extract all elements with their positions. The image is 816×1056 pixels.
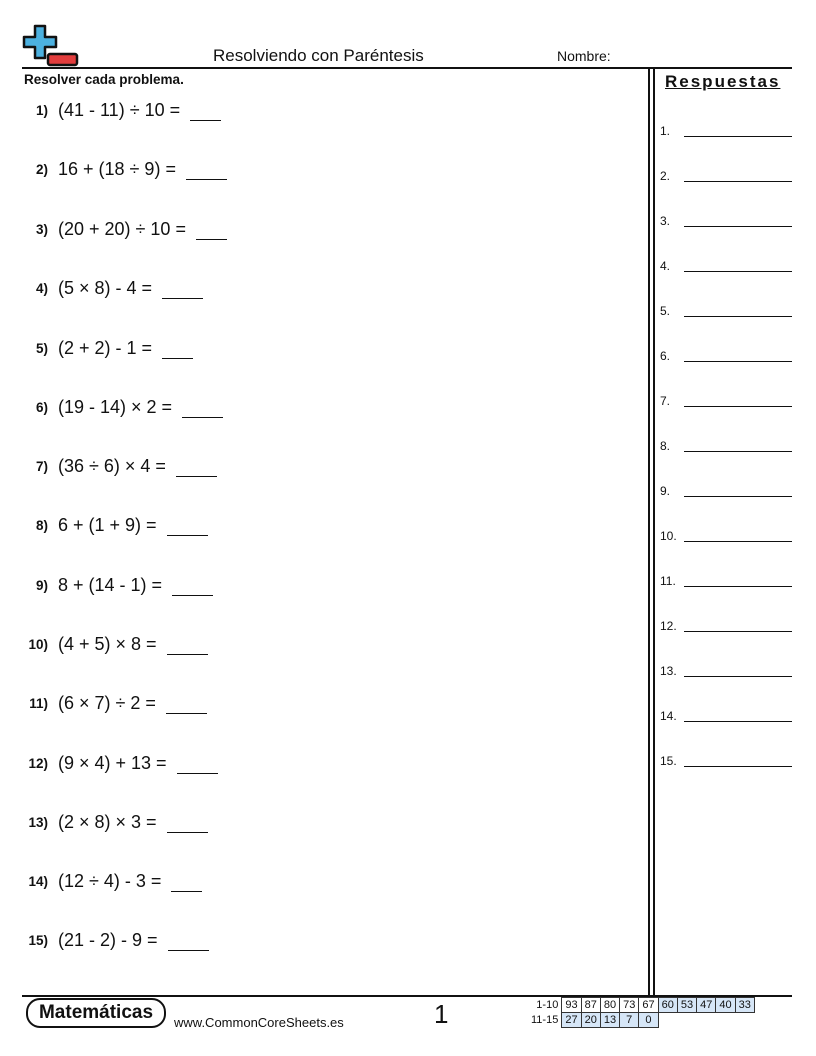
answer-label: 13. [660, 664, 677, 678]
score-table [528, 997, 755, 1028]
answer-line[interactable] [660, 394, 792, 410]
score-cell: 20 [581, 1013, 600, 1028]
answer-line[interactable] [660, 124, 792, 140]
score-cell: 40 [716, 998, 735, 1013]
problem-number: 7) [35, 459, 48, 474]
answer-line[interactable] [660, 304, 792, 320]
problem-expression: (6 × 7) ÷ 2 = [58, 693, 156, 713]
answer-line[interactable] [660, 259, 792, 275]
score-row [528, 998, 754, 1013]
answer-label: 7. [660, 394, 671, 408]
answer-blank[interactable] [162, 280, 203, 299]
answer-blank[interactable] [168, 932, 209, 951]
answer-line[interactable] [660, 484, 792, 500]
score-cell: 47 [697, 998, 716, 1013]
problem-number: 10) [28, 637, 48, 652]
answer-label: 5. [660, 304, 671, 318]
score-row-label: 11-15 [531, 1014, 559, 1026]
answer-blank[interactable] [167, 636, 208, 655]
answer-line[interactable] [660, 349, 792, 365]
answer-label: 2. [660, 169, 671, 183]
problem-number: 4) [35, 281, 48, 296]
answer-blank[interactable] [186, 161, 227, 180]
problem-number: 5) [35, 341, 48, 356]
answer-label: 3. [660, 214, 671, 228]
answer-label: 1. [660, 124, 671, 138]
plus-minus-logo-icon [22, 24, 80, 68]
problem-number: 12) [28, 756, 48, 771]
answer-line[interactable] [660, 439, 792, 455]
score-cell: 67 [639, 998, 658, 1013]
problem-expression: (36 ÷ 6) × 4 = [58, 456, 166, 476]
answer-blank[interactable] [190, 102, 221, 121]
answer-label: 4. [660, 259, 671, 273]
answer-label: 9. [660, 484, 671, 498]
score-cell: 0 [639, 1013, 658, 1028]
score-cell: 87 [581, 998, 600, 1013]
problem-expression: 16 + (18 ÷ 9) = [58, 159, 176, 179]
problem-expression: (2 × 8) × 3 = [58, 812, 157, 832]
brand-badge: Matemáticas [26, 998, 166, 1028]
answer-column-divider [653, 68, 655, 996]
answer-blank[interactable] [182, 399, 223, 418]
answer-blank[interactable] [177, 755, 218, 774]
problem-expression: (2 + 2) - 1 = [58, 338, 153, 358]
score-cell: 80 [600, 998, 619, 1013]
score-cell: 27 [562, 1013, 581, 1028]
problem-number: 15) [28, 933, 48, 948]
score-cell: 93 [562, 998, 581, 1013]
problem-number: 13) [28, 815, 48, 830]
score-cell: 7 [620, 1013, 639, 1028]
answer-label: 10. [660, 529, 677, 543]
problem-number: 8) [35, 518, 48, 533]
page-number: 1 [434, 999, 449, 1029]
score-cell: 13 [600, 1013, 619, 1028]
answer-line[interactable] [660, 664, 792, 680]
problem-number: 1) [35, 103, 48, 118]
score-cell: 53 [677, 998, 696, 1013]
answer-blank[interactable] [162, 340, 193, 359]
problem-expression: (21 - 2) - 9 = [58, 930, 158, 950]
answer-blank[interactable] [171, 873, 202, 892]
score-cell: 73 [620, 998, 639, 1013]
score-cell: 60 [658, 998, 677, 1013]
problem-number: 11) [29, 696, 48, 711]
problem-number: 2) [35, 162, 48, 177]
answer-blank[interactable] [167, 517, 208, 536]
answer-label: 8. [660, 439, 671, 453]
header-divider [22, 67, 792, 69]
name-label: Nombre: [557, 48, 611, 64]
answer-line[interactable] [660, 574, 792, 590]
problem-expression: 6 + (1 + 9) = [58, 515, 157, 535]
problem-number: 14) [28, 874, 48, 889]
answer-label: 15. [660, 754, 677, 768]
answer-blank[interactable] [172, 577, 213, 596]
instructions: Resolver cada problema. [24, 72, 184, 87]
problem-expression: (4 + 5) × 8 = [58, 634, 157, 654]
answer-blank[interactable] [196, 221, 227, 240]
answer-line[interactable] [660, 214, 792, 230]
problem-expression: (5 × 8) - 4 = [58, 278, 153, 298]
score-row [528, 1013, 754, 1028]
answer-blank[interactable] [176, 458, 217, 477]
problem-expression: (12 ÷ 4) - 3 = [58, 871, 162, 891]
worksheet-title: Resolviendo con Paréntesis [213, 46, 424, 65]
answer-label: 11. [660, 574, 676, 588]
answer-blank[interactable] [167, 814, 208, 833]
answer-label: 6. [660, 349, 671, 363]
problem-expression: (9 × 4) + 13 = [58, 753, 167, 773]
problem-expression: (19 - 14) × 2 = [58, 397, 173, 417]
answer-column-divider [648, 68, 650, 996]
score-row-label: 1-10 [536, 999, 559, 1011]
problem-expression: (41 - 11) ÷ 10 = [58, 100, 181, 120]
answer-blank[interactable] [166, 695, 207, 714]
problem-number: 6) [35, 400, 48, 415]
answer-line[interactable] [660, 529, 792, 545]
answer-label: 12. [660, 619, 677, 633]
site-url: www.CommonCoreSheets.es [174, 1015, 344, 1030]
answers-title: Respuestas [665, 72, 781, 91]
score-cell: 33 [735, 998, 754, 1013]
answer-line[interactable] [660, 754, 792, 770]
problem-number: 3) [35, 222, 48, 237]
problem-number: 9) [35, 578, 48, 593]
problem-expression: (20 + 20) ÷ 10 = [58, 219, 186, 239]
answer-line[interactable] [660, 709, 792, 725]
problem-expression: 8 + (14 - 1) = [58, 575, 163, 595]
answer-label: 14. [660, 709, 677, 723]
answer-line[interactable] [660, 619, 792, 635]
answer-line[interactable] [660, 169, 792, 185]
